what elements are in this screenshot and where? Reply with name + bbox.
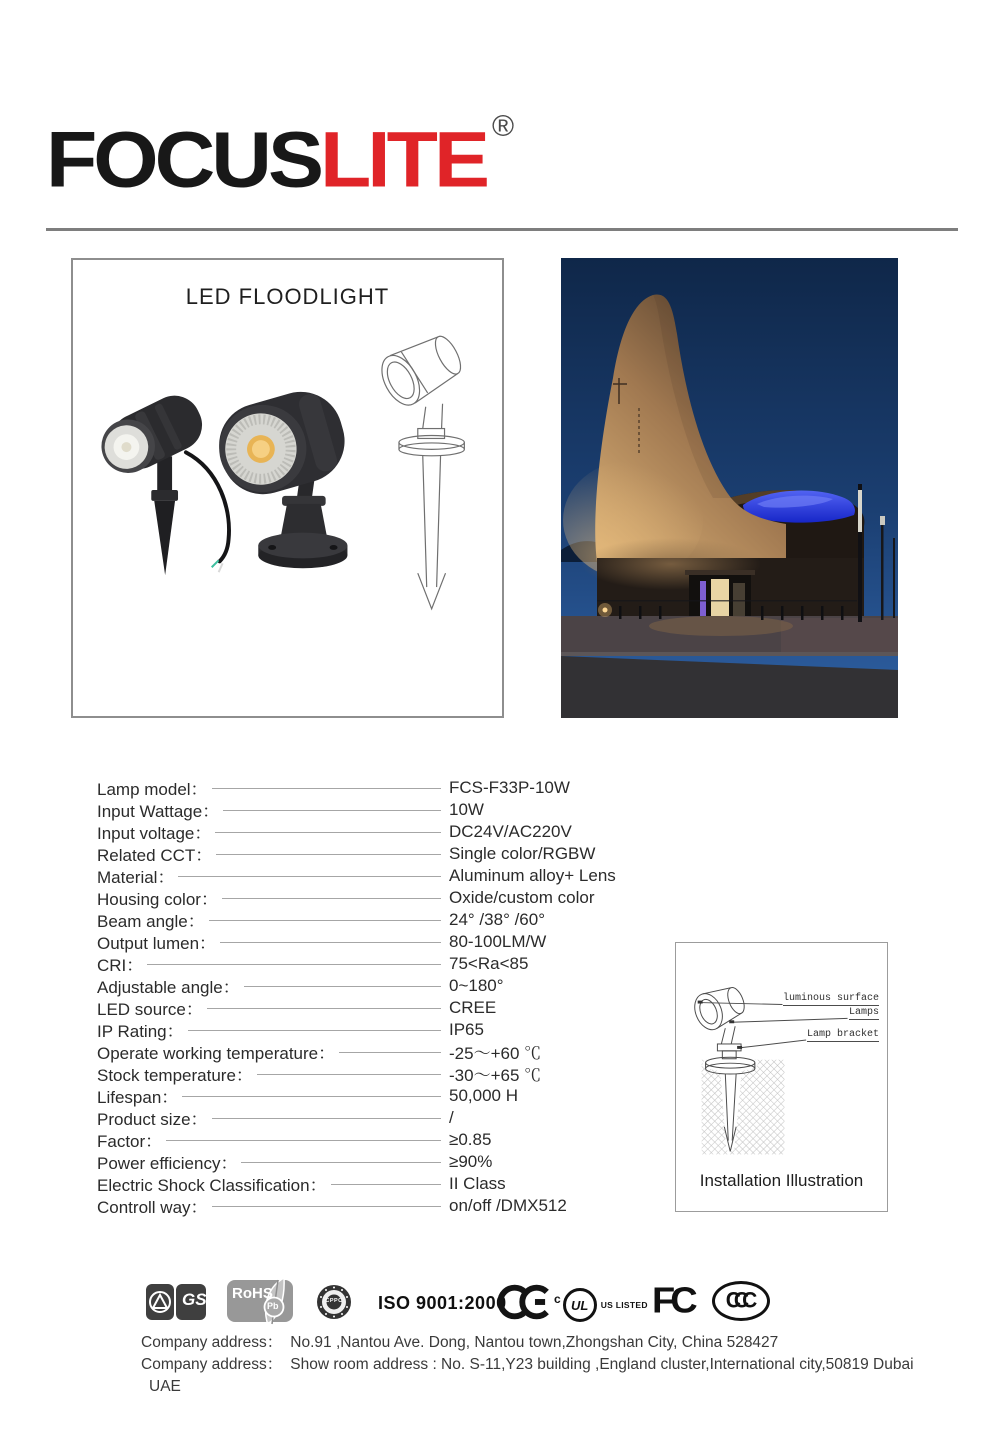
ccc-mark-label: CCC — [725, 1288, 751, 1313]
spec-label: Input voltage： — [97, 824, 212, 843]
spec-leader-line — [244, 986, 441, 987]
ul-c-label: c — [554, 1292, 561, 1306]
spec-row — [97, 1149, 612, 1171]
application-photo — [561, 258, 898, 718]
brand-logo-lite: LITE — [320, 115, 486, 204]
spec-row — [97, 929, 612, 951]
spec-label: Related CCT： — [97, 846, 213, 865]
spec-label: Lamp model： — [97, 780, 208, 799]
installation-diagram-icon — [676, 943, 886, 1210]
spec-leader-line — [166, 1140, 441, 1141]
spec-row — [97, 841, 612, 863]
spec-value: / — [449, 1107, 454, 1127]
brand-logo — [46, 110, 515, 204]
spec-value: 24° /38° /60° — [449, 909, 546, 929]
spec-row — [97, 1127, 612, 1149]
spec-row — [97, 973, 612, 995]
address-line — [141, 1376, 941, 1398]
spec-leader-line — [209, 920, 441, 921]
address-label: Company address： — [141, 1334, 283, 1351]
part-label-lamp-bracket: Lamp bracket — [806, 1029, 879, 1040]
brand-logo-focus: FOCUS — [46, 115, 320, 204]
spec-leader-line — [188, 1030, 441, 1031]
address-line — [141, 1354, 941, 1376]
spec-value: 75<Ra<85 — [449, 953, 529, 973]
ul-mark — [554, 1288, 648, 1322]
spec-leader-line — [212, 1206, 441, 1207]
spec-label: IP Rating： — [97, 1022, 184, 1041]
spec-value: 0~180° — [449, 975, 504, 995]
cppc-mark-label: CPPC — [325, 1298, 343, 1304]
spec-leader-line — [339, 1052, 441, 1053]
iso-certification-text: ISO 9001:2000 — [378, 1293, 507, 1313]
spec-row — [97, 1039, 612, 1061]
rohs-mark — [227, 1277, 293, 1325]
spec-row — [97, 775, 612, 797]
header-divider — [46, 228, 958, 231]
address-line — [141, 1332, 941, 1354]
spec-label: Operate working temperature： — [97, 1044, 336, 1063]
spec-row — [97, 819, 612, 841]
spec-value: FCS-F33P-10W — [449, 777, 570, 797]
spec-value: DC24V/AC220V — [449, 821, 572, 841]
spec-leader-line — [331, 1184, 441, 1185]
cppc-mark — [316, 1284, 352, 1320]
spec-row — [97, 797, 612, 819]
address-text: UAE — [149, 1378, 181, 1395]
spec-row — [97, 1193, 612, 1215]
spec-row — [97, 951, 612, 973]
spec-value: Aluminum alloy+ Lens — [449, 865, 616, 885]
floodlight-spike-product — [92, 387, 229, 575]
spec-value: II Class — [449, 1173, 506, 1193]
spec-leader-line — [212, 1118, 441, 1119]
spec-label: Electric Shock Classification： — [97, 1176, 327, 1195]
spec-label: Housing color： — [97, 890, 218, 909]
ce-mark — [497, 1284, 551, 1320]
spec-leader-line — [215, 832, 441, 833]
installation-illustration-box — [675, 942, 888, 1212]
spec-leader-line — [216, 854, 441, 855]
installation-caption: Installation Illustration — [699, 1171, 864, 1190]
spec-value: Oxide/custom color — [449, 887, 595, 907]
spec-value: ≥0.85 — [449, 1129, 492, 1149]
spec-value: 50,000 H — [449, 1085, 518, 1105]
spec-value: -25～+60 ℃ — [449, 1044, 542, 1063]
spec-leader-line — [178, 876, 441, 877]
spec-row — [97, 1061, 612, 1083]
spec-row — [97, 1171, 612, 1193]
spec-value: ≥90% — [449, 1151, 493, 1171]
product-photos-illustration — [73, 260, 502, 716]
ce-mark-icon — [497, 1284, 551, 1320]
spec-row — [97, 1017, 612, 1039]
spec-row — [97, 995, 612, 1017]
spec-value: -30～+65 ℃ — [449, 1066, 542, 1085]
product-card — [71, 258, 504, 718]
spec-row — [97, 1083, 612, 1105]
floodlight-line-drawing — [374, 327, 468, 609]
ul-circle-icon — [563, 1288, 597, 1322]
address-text: Show room address : No. S-11,Y23 building ,England cluster,International city,50819 Dubai — [290, 1356, 914, 1373]
spec-label: LED source： — [97, 1000, 203, 1019]
spec-leader-line — [257, 1074, 441, 1075]
spec-value: CREE — [449, 997, 497, 1017]
spec-leader-line — [220, 942, 441, 943]
spec-value: 10W — [449, 799, 484, 819]
spec-label: CRI： — [97, 956, 144, 975]
part-label-lamps: Lamps — [848, 1007, 879, 1018]
part-label-luminous-surface: luminous surface — [782, 993, 879, 1004]
spec-leader-line — [241, 1162, 441, 1163]
night-building-photo-icon — [561, 258, 898, 718]
spec-leader-line — [182, 1096, 441, 1097]
spec-leader-line — [207, 1008, 441, 1009]
gs-mark-label: GS — [182, 1290, 207, 1309]
spec-leader-line — [212, 788, 441, 789]
spec-label: Stock temperature： — [97, 1066, 253, 1085]
spec-list — [97, 775, 616, 1217]
spec-value: Single color/RGBW — [449, 843, 596, 863]
company-addresses — [141, 1332, 941, 1398]
address-label: Company address： — [141, 1356, 283, 1373]
spec-row — [97, 1105, 612, 1127]
spec-label: Output lumen： — [97, 934, 217, 953]
spec-row — [97, 885, 612, 907]
spec-label: Beam angle： — [97, 912, 205, 931]
fcc-mark: FC — [652, 1281, 693, 1321]
spec-label: Product size： — [97, 1110, 208, 1129]
spec-label: Controll way： — [97, 1198, 208, 1217]
rohs-mark-label: RoHS — [232, 1285, 273, 1302]
ul-listed-label: US LISTED — [600, 1300, 648, 1310]
spec-value: IP65 — [449, 1019, 484, 1039]
product-card-title: LED FLOODLIGHT — [185, 284, 390, 309]
spec-label: Factor： — [97, 1132, 163, 1151]
spec-leader-line — [222, 898, 441, 899]
spec-row — [97, 907, 612, 929]
spec-label: Material： — [97, 868, 175, 887]
gs-mark — [146, 1282, 206, 1322]
registered-trademark-symbol: ® — [492, 110, 515, 143]
spec-label: Input Wattage： — [97, 802, 220, 821]
spec-label: Lifespan： — [97, 1088, 179, 1107]
spec-value: 80-100LM/W — [449, 931, 547, 951]
spec-label: Power efficiency： — [97, 1154, 238, 1173]
ul-label: UL — [571, 1297, 589, 1313]
spec-label: Adjustable angle： — [97, 978, 240, 997]
spec-value: on/off /DMX512 — [449, 1195, 567, 1215]
ccc-mark — [712, 1281, 770, 1321]
spec-leader-line — [147, 964, 441, 965]
spec-row — [97, 863, 616, 887]
address-text: No.91 ,Nantou Ave. Dong, Nantou town,Zhongshan City, China 528427 — [290, 1334, 779, 1351]
rohs-pb-label: Pb — [267, 1301, 279, 1311]
spec-leader-line — [223, 810, 441, 811]
